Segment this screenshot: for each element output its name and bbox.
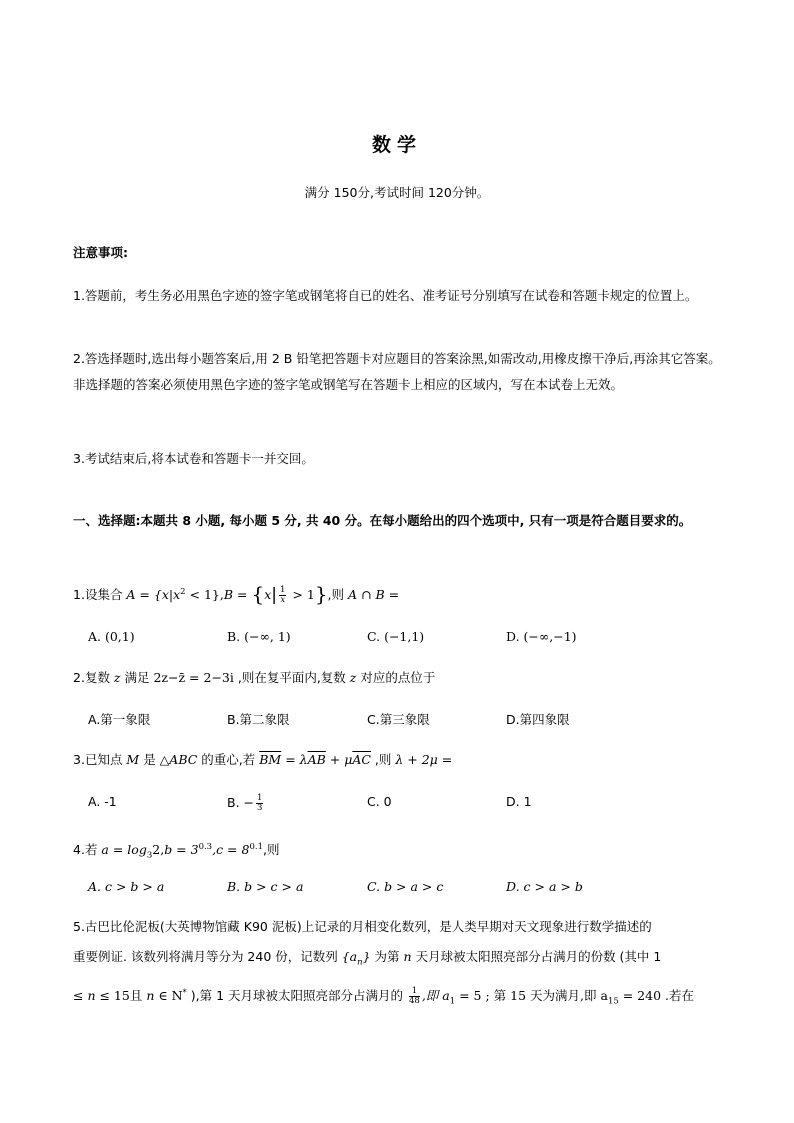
question-3: 3.已知点 M 是 △ABC 的重心,若 $\overline{BM} = \lambda\overline{AB} + \mu\overline{AC}$ ,则 λ + 2μ = bbox=[73, 752, 453, 767]
question-number: 2. bbox=[73, 670, 85, 685]
question-1: 1.设集合 $A = \{x|x^2 < 1\},B = \{x|$ $\frac{1}{x}$ > 1},则 A ∩ B = bbox=[73, 582, 400, 607]
question-5-line-3: ≤ n ≤ 15且 n ∈ N* ),第 1 天月球被太阳照亮部分占满月的 $\frac{1}{48}$ ,即 $a_1 = 5$ ; 第 15 天为满月,即 $a_{15} = 240$ .若在 bbox=[73, 985, 694, 1007]
notice-heading: 注意事项: bbox=[73, 245, 128, 260]
section-heading: 一、选择题:本题共 8 小题, 每小题 5 分, 共 40 分。在每小题给出的四个选项中, 只有一项是符合题目要求的。 bbox=[73, 513, 692, 528]
fraction: $\frac{1}{3}$ bbox=[257, 793, 263, 813]
option-a[interactable]: A. -1 bbox=[88, 794, 117, 809]
option-d[interactable]: D.第四象限 bbox=[506, 712, 570, 727]
option-a[interactable]: A. (0,1) bbox=[88, 629, 135, 644]
question-1-options bbox=[88, 629, 728, 649]
option-a[interactable]: A. c > b > a bbox=[88, 879, 165, 894]
fraction: $\frac{1}{x}$ bbox=[280, 585, 286, 606]
option-b[interactable]: B. (−∞, 1) bbox=[227, 629, 291, 644]
page-title: 数学 bbox=[371, 134, 422, 156]
fraction: $\frac{1}{48}$ bbox=[408, 985, 420, 1006]
question-number: 1. bbox=[73, 587, 85, 603]
option-c[interactable]: C.第三象限 bbox=[367, 712, 430, 727]
notice-item-3: 3.考试结束后,将本试卷和答题卡一并交回。 bbox=[73, 451, 314, 466]
question-4-options bbox=[88, 879, 728, 899]
question-4: 4.若 $a = \log_32,b = 3^{0.3},c = 8^{0.1}$,则 bbox=[73, 842, 280, 861]
option-b[interactable]: B. − $\frac{1}{3}$ bbox=[227, 793, 263, 813]
option-d[interactable]: D. (−∞,−1) bbox=[506, 629, 577, 644]
option-d[interactable]: D. c > a > b bbox=[506, 879, 583, 894]
option-a[interactable]: A.第一象限 bbox=[88, 712, 151, 727]
notice-item-1: 1.答题前，考生务必用黑色字迹的签字笔或钢笔将自已的姓名、准考证号分别填写在试卷和答题卡规定的位置上。 bbox=[73, 288, 698, 303]
exam-subtitle: 满分 150分,考试时间 120分钟。 bbox=[304, 185, 490, 200]
question-number: 3. bbox=[73, 752, 85, 767]
question-2: 2.复数 z 满足 2z−z̄ = 2−3i ,则在复平面内,复数 z 对应的点位于 bbox=[73, 670, 436, 685]
question-5 bbox=[73, 912, 733, 1016]
option-c[interactable]: C. (−1,1) bbox=[367, 629, 425, 644]
option-d[interactable]: D. 1 bbox=[506, 794, 532, 809]
question-number: 4. bbox=[73, 842, 85, 858]
question-2-options bbox=[88, 710, 728, 730]
option-c[interactable]: C. 0 bbox=[367, 794, 392, 809]
question-5-line-2: 重要例证. 该数列将满月等分为 240 份，记数列 $\{a_n\}$ 为第 n 天月球被太阳照亮部分占满月的份数 (其中 1 bbox=[73, 949, 662, 968]
question-3-options bbox=[88, 794, 728, 814]
option-b[interactable]: B.第二象限 bbox=[227, 712, 290, 727]
option-b[interactable]: B. b > c > a bbox=[227, 879, 304, 894]
notice-item-2: 2.答选择题时,选出每小题答案后,用 2 B 铅笔把答题卡对应题目的答案涂黑,如需改动,用橡皮擦干净后,再涂其它答案。非选择题的答案必须使用黑色字迹的签字笔或钢笔写在答题卡上相应的区域内，写在本试卷上无效。 bbox=[73, 351, 721, 392]
option-c[interactable]: C. b > a > c bbox=[367, 879, 444, 894]
question-5-line-1: 5.古巴比伦泥板(大英博物馆藏 K90 泥板)上记录的月相变化数列，是人类早期对天文现象进行数学描述的 bbox=[73, 919, 652, 934]
